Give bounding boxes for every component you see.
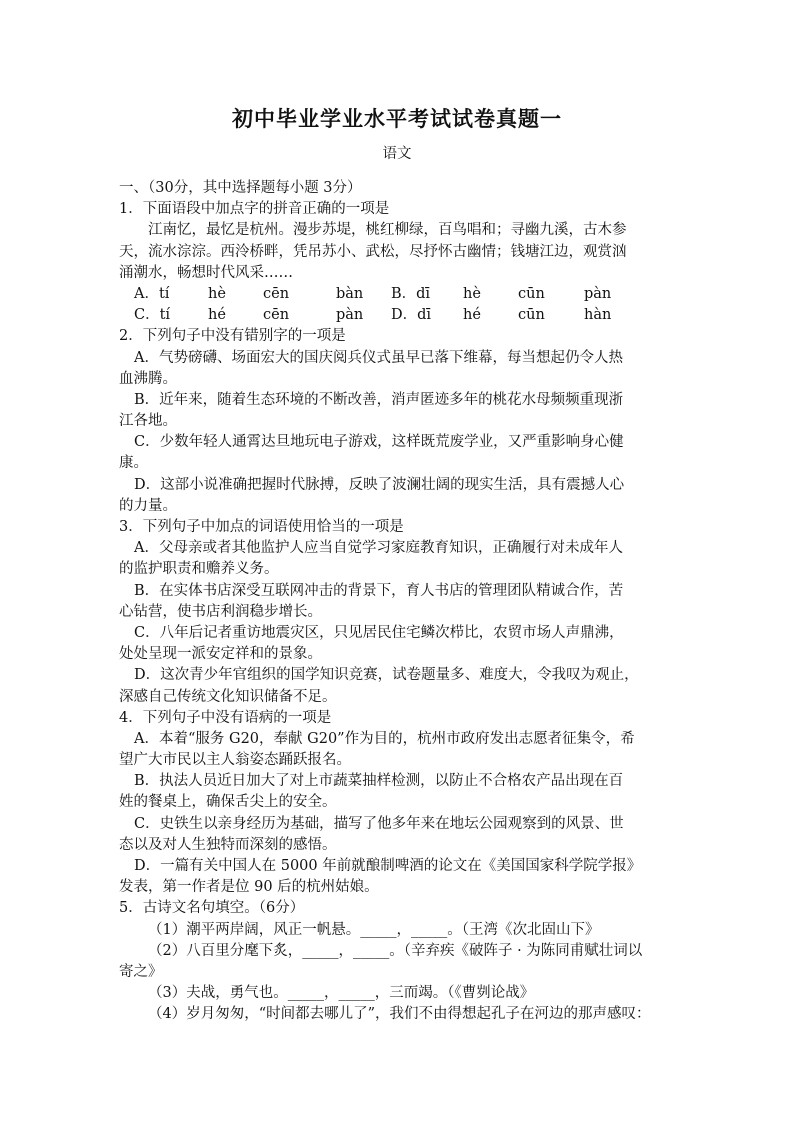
option-value: cūn xyxy=(518,307,545,324)
q2-option-a: A．气势磅礴、场面宏大的国庆阅兵仪式虽早已落下维幕，每当想起仍令人热 xyxy=(134,349,623,366)
q4-option-b: B．执法人员近日加大了对上市蔬菜抽样检测，以防止不合格农产品出现在百 xyxy=(134,773,624,790)
option-value: hè xyxy=(463,285,481,302)
question-4-stem: 4．下列句子中没有语病的一项是 xyxy=(119,709,332,726)
q4-option-b-cont: 姓的餐桌上，确保舌尖上的安全。 xyxy=(119,794,337,811)
q4-option-d: D．一篇有关中国人在 5000 年前就酿制啤酒的论文在《美国国家科学院学报》 xyxy=(134,858,642,874)
page-subtitle: 语文 xyxy=(382,146,412,162)
passage-line: 江南忆，最忆是杭州。漫步苏堤，桃红柳绿，百鸟唱和；寻幽九溪，古木参 xyxy=(148,222,627,239)
q2-option-d: D．这部小说准确把握时代脉搏，反映了波澜壮阔的现实生活，具有震撼人心 xyxy=(134,476,625,493)
q4-option-a: A．本着“服务 G20，奉献 G20”作为目的，杭州市政府发出志愿者征集令，希 xyxy=(134,730,635,747)
option-b-label: B．dī xyxy=(391,285,431,302)
q4-option-a-cont: 望广大市民以主人翁姿态踊跃报名。 xyxy=(119,752,351,769)
q2-option-a-cont: 血沸腾。 xyxy=(119,370,177,387)
option-a-label: A．tí xyxy=(134,285,170,302)
q4-option-d-cont: 发表，第一作者是位 90 后的杭州姑娘。 xyxy=(119,879,379,896)
q2-option-b-cont: 江各地。 xyxy=(119,413,177,430)
option-value: cēn xyxy=(263,307,290,324)
question-1-stem: 1．下面语段中加点字的拼音正确的一项是 xyxy=(119,201,390,218)
q5-item-1: （1）潮平两岸阔，风正一帆悬。_____，_____。（王湾《次北固山下》 xyxy=(148,921,600,938)
q3-option-d-cont: 深感自己传统文化知识储备不足。 xyxy=(119,688,337,705)
option-d-label: D．dī xyxy=(391,307,432,324)
option-value: hè xyxy=(208,285,226,302)
q3-option-c: C．八年后记者重访地震灾区，只见居民住宅鳞次栉比，农贸市场人声鼎沸， xyxy=(134,624,624,641)
q3-option-b-cont: 心钻营，使书店利润稳步增长。 xyxy=(119,603,322,620)
q3-option-a: A．父母亲或者其他监护人应当自觉学习家庭教育知识，正确履行对未成年人 xyxy=(134,540,623,557)
q2-option-b: B．近年来，随着生态环境的不断改善，消声匿迹多年的桃花水母频频重现浙 xyxy=(134,391,624,408)
question-2-stem: 2．下列句子中没有错别字的一项是 xyxy=(119,328,346,345)
q2-option-c: C．少数年轻人通霄达旦地玩电子游戏，这样既荒废学业，又严重影响身心健 xyxy=(134,434,624,451)
question-5-stem: 5．古诗文名句填空。（6分） xyxy=(119,900,305,917)
options-row-ab xyxy=(119,284,679,305)
option-value: bàn xyxy=(336,285,364,302)
option-value: cūn xyxy=(518,285,545,302)
q5-item-4: （4）岁月匆匆，“时间都去哪儿了”，我们不由得想起孔子在河边的那声感叹： xyxy=(148,1006,651,1023)
option-value: pàn xyxy=(584,285,612,302)
q3-option-a-cont: 的监护职责和赡养义务。 xyxy=(119,561,279,578)
q5-item-3: （3）夫战，勇气也。_____，_____，三而竭。（《曹刿论战》 xyxy=(148,985,535,1002)
passage-line: 涌潮水，畅想时代风采…… xyxy=(119,264,293,281)
passage-line: 天，流水淙淙。西泠桥畔，凭吊苏小、武松，尽抒怀古幽情；钱塘江边，观赏汹 xyxy=(119,243,627,260)
exam-body xyxy=(119,178,679,1026)
option-value: hé xyxy=(208,307,226,324)
option-value: cēn xyxy=(263,285,290,302)
q4-option-c: C．史铁生以亲身经历为基础，描写了他多年来在地坛公园观察到的风景、世 xyxy=(134,815,624,832)
option-value: pàn xyxy=(336,307,364,324)
q5-item-2: （2）八百里分麾下炙，_____，_____。（辛弃疾《破阵子 · 为陈同甫赋壮词以 xyxy=(148,942,643,959)
question-3-stem: 3．下列句子中加点的词语使用恰当的一项是 xyxy=(119,519,404,535)
page-title: 初中毕业学业水平考试试卷真题一 xyxy=(232,107,562,131)
section-heading: 一、（30分，其中选择题每小题 3分） xyxy=(119,180,362,196)
q3-option-c-cont: 处处呈现一派安定祥和的景象。 xyxy=(119,646,322,663)
q4-option-c-cont: 态以及对人生独特而深刻的感悟。 xyxy=(119,836,337,853)
q3-option-b: B．在实体书店深受互联网冲击的背景下，育人书店的管理团队精诚合作，苦 xyxy=(134,582,624,599)
q2-option-c-cont: 康。 xyxy=(119,455,148,472)
q5-item-2-cont: 寄之》 xyxy=(119,963,163,980)
q2-option-d-cont: 的力量。 xyxy=(119,497,177,514)
options-row-cd xyxy=(119,305,679,326)
option-c-label: C．tí xyxy=(134,307,171,324)
option-value: hàn xyxy=(584,307,612,324)
q3-option-d: D．这次青少年官组织的国学知识竞赛，试卷题量多、难度大，令我叹为观止， xyxy=(134,667,639,684)
option-value: hé xyxy=(463,307,481,324)
